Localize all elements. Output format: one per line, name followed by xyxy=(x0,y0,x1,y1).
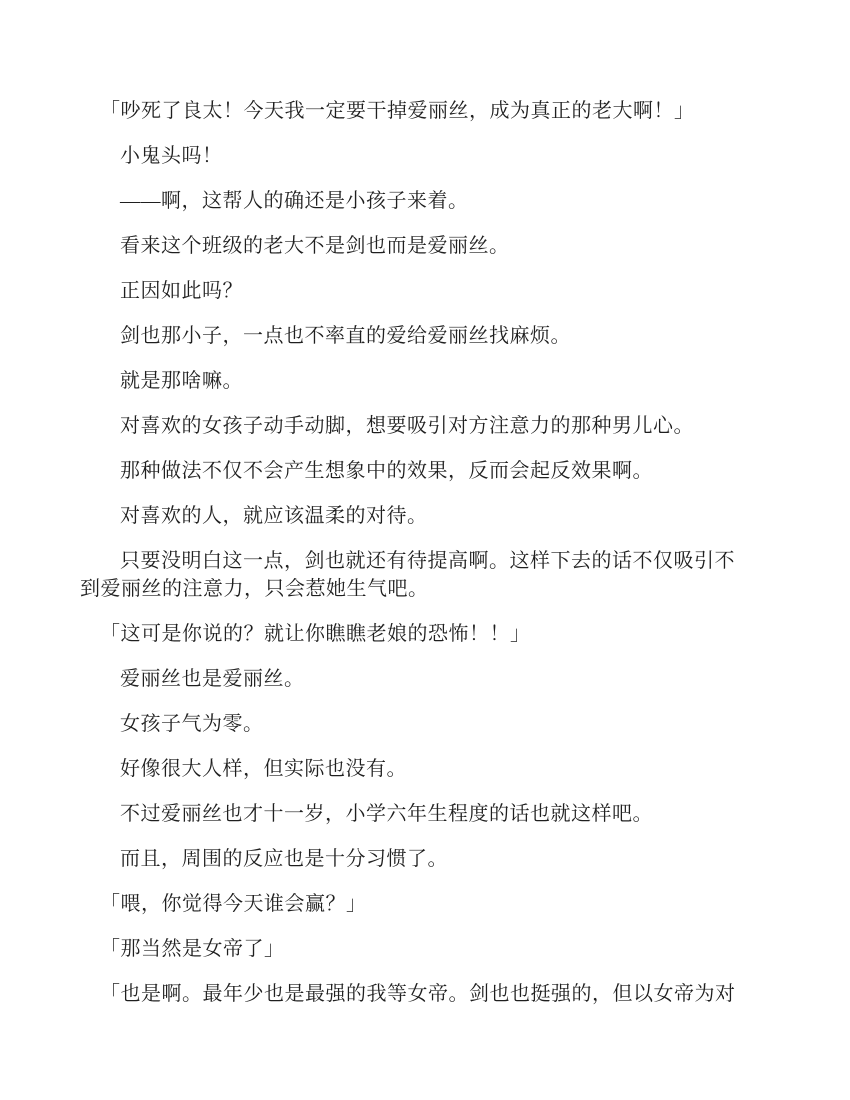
paragraph-narration: 小鬼头吗！ xyxy=(120,145,223,167)
paragraph-dialogue: 「这可是你说的？就让你瞧瞧老娘的恐怖！！」 xyxy=(100,623,531,645)
paragraph-narration: ——啊，这帮人的确还是小孩子来着。 xyxy=(120,190,469,212)
paragraph-narration: 看来这个班级的老大不是剑也而是爱丽丝。 xyxy=(120,235,510,257)
paragraph-narration: 那种做法不仅不会产生想象中的效果，反而会起反效果啊。 xyxy=(120,460,653,482)
paragraph-narration: 对喜欢的女孩子动手动脚，想要吸引对方注意力的那种男儿心。 xyxy=(120,415,694,437)
paragraph-narration: 好像很大人样，但实际也没有。 xyxy=(120,758,407,780)
paragraph-narration: 对喜欢的人，就应该温柔的对待。 xyxy=(120,505,428,527)
paragraph-narration: 不过爱丽丝也才十一岁，小学六年生程度的话也就这样吧。 xyxy=(120,803,653,825)
paragraph-dialogue: 「喂，你觉得今天谁会赢？」 xyxy=(100,893,367,915)
paragraph-narration: 就是那啥嘛。 xyxy=(120,370,243,392)
text-column xyxy=(80,97,752,1025)
paragraph-narration: 爱丽丝也是爱丽丝。 xyxy=(120,668,305,690)
paragraph-narration: 剑也那小子，一点也不率直的爱给爱丽丝找麻烦。 xyxy=(120,325,571,347)
paragraph-narration: 女孩子气为零。 xyxy=(120,713,264,735)
paragraph-narration: 正因如此吗？ xyxy=(120,280,243,302)
paragraph-dialogue: 「吵死了良太！今天我一定要干掉爱丽丝，成为真正的老大啊！」 xyxy=(100,100,695,122)
paragraph-dialogue: 「那当然是女帝了」 xyxy=(100,938,285,960)
paragraph-dialogue: 「也是啊。最年少也是最强的我等女帝。剑也也挺强的，但以女帝为对 xyxy=(100,983,736,1005)
paragraph-narration: 而且，周围的反应也是十分习惯了。 xyxy=(120,848,448,870)
paragraph-narration: 只要没明白这一点，剑也就还有待提高啊。这样下去的话不仅吸引不到爱丽丝的注意力，只会惹她生气吧。 xyxy=(80,550,735,600)
